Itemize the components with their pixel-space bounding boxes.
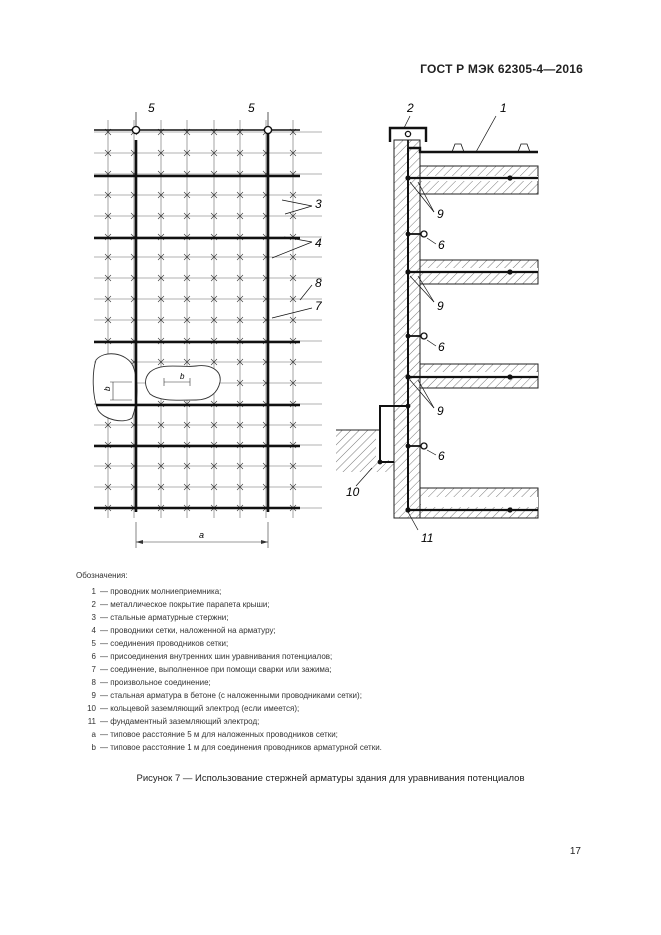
dim-b-left-label: b [103, 386, 112, 391]
figure-caption: Рисунок 7 — Использование стержней арматуры здания для уравнивания потенциалов [136, 773, 525, 784]
legend-text: — проводники сетки, наложенной на арматуру; [100, 626, 276, 635]
legend-text: — фундаментный заземляющий электрод; [100, 717, 260, 726]
label-10: 10 [346, 485, 360, 499]
label-5-left: 5 [148, 101, 155, 115]
legend-key: 8 [91, 678, 96, 687]
legend-item [76, 702, 596, 715]
legend-item [76, 598, 596, 611]
legend-item [76, 611, 596, 624]
legend-item [76, 689, 596, 702]
break-out-left [93, 354, 137, 421]
legend-item [76, 741, 596, 754]
label-9-mid: 9 [437, 299, 444, 313]
page-number: 17 [569, 846, 581, 857]
legend-key: 10 [87, 704, 96, 713]
label-6-low: 6 [438, 449, 445, 463]
legend-text: — типовое расстояние 5 м для наложенных проводников сетки; [100, 730, 338, 739]
legend-key: 3 [91, 613, 96, 622]
label-3: 3 [315, 197, 322, 211]
legend-item [76, 637, 596, 650]
building-section [336, 101, 538, 545]
legend-item [76, 676, 596, 689]
legend-key: 5 [91, 639, 96, 648]
legend-item [76, 715, 596, 728]
dim-b-mid-label: b [180, 372, 185, 381]
legend [76, 569, 596, 754]
break-out-mid [146, 366, 221, 401]
legend-text: — кольцевой заземляющий электрод (если имеется); [100, 704, 300, 713]
legend-item [76, 663, 596, 676]
document-header: ГОСТ Р МЭК 62305-4—2016 [420, 62, 583, 76]
legend-item [76, 728, 596, 741]
legend-key: 4 [91, 626, 96, 635]
legend-key: 2 [91, 600, 96, 609]
mesh-joint-right [264, 126, 271, 133]
legend-text: — соединения проводников сетки; [100, 639, 229, 648]
dim-a-label: a [199, 530, 205, 540]
legend-text: — присоединения внутренних шин уравнивания потенциалов; [100, 652, 333, 661]
label-9-top: 9 [437, 207, 444, 221]
label-11: 11 [421, 531, 434, 545]
label-7: 7 [315, 299, 322, 313]
label-8: 8 [315, 276, 322, 290]
ground-soil [336, 430, 394, 472]
legend-list [76, 585, 596, 754]
legend-text: — типовое расстояние 1 м для соединения проводников арматурной сетки. [100, 743, 382, 752]
legend-key: 11 [87, 717, 96, 726]
legend-text: — произвольное соединение; [100, 678, 211, 687]
legend-item [76, 624, 596, 637]
legend-text: — проводник молниеприемника; [100, 587, 222, 596]
legend-title: Обозначения: [76, 571, 128, 580]
legend-text: — стальная арматура в бетоне (с наложенными проводниками сетки); [100, 691, 362, 700]
mesh-joint-left [132, 126, 139, 133]
label-6-mid: 6 [438, 340, 445, 354]
legend-item [76, 650, 596, 663]
label-4: 4 [315, 236, 322, 250]
label-2: 2 [407, 101, 414, 115]
label-9-low: 9 [437, 404, 444, 418]
reinforcement-grid [93, 101, 323, 548]
legend-text: — металлическое покрытие парапета крыши; [100, 600, 270, 609]
legend-text: — соединение, выполненное при помощи сварки или зажима; [100, 665, 332, 674]
legend-key: 6 [91, 652, 96, 661]
legend-key: 7 [91, 665, 96, 674]
legend-key: b [91, 743, 96, 752]
legend-item [76, 585, 596, 598]
label-1: 1 [500, 101, 507, 115]
legend-key: 9 [91, 691, 96, 700]
legend-text: — стальные арматурные стержни; [100, 613, 229, 622]
label-5-right: 5 [248, 101, 255, 115]
legend-key: 1 [91, 587, 96, 596]
label-6-top: 6 [438, 238, 445, 252]
legend-key: a [91, 730, 96, 739]
